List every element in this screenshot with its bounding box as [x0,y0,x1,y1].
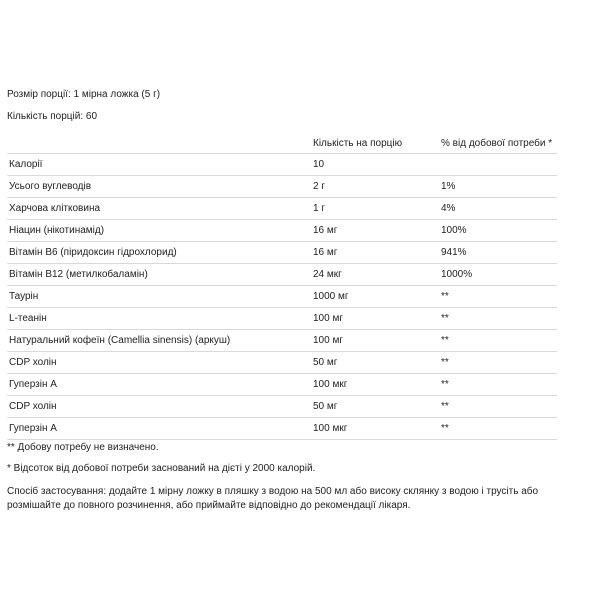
usage-directions: Спосіб застосування: додайте 1 мірну ложку в пляшку з водою на 500 мл або високу склянку з водою і трусіть або розмішайте до повного розчинення, або приймайте відповідно до рекомендації лікаря. [7,486,539,511]
table-row [7,286,557,308]
daily-value: 941% [439,242,557,264]
header-ingredient [7,133,311,154]
amount-per-serving: 100 мкг [311,374,439,396]
ingredient-name: Ніацин (нікотинамід) [7,220,311,242]
daily-value: ** [439,352,557,374]
ingredient-name: Харчова клітковина [7,198,311,220]
amount-per-serving: 24 мкг [311,264,439,286]
daily-value: ** [439,418,557,440]
amount-per-serving: 50 мг [311,352,439,374]
note-dv-not-established: ** Добову потребу не визначено. [7,442,159,453]
daily-value: ** [439,286,557,308]
daily-value: ** [439,308,557,330]
table-row [7,418,557,440]
table-row [7,374,557,396]
daily-value: ** [439,374,557,396]
table-row [7,308,557,330]
amount-per-serving: 1000 мг [311,286,439,308]
ingredient-name: Усього вуглеводів [7,176,311,198]
table-row [7,330,557,352]
amount-per-serving: 1 г [311,198,439,220]
amount-per-serving: 2 г [311,176,439,198]
note-percent-based-on: * Відсоток від добової потреби заснований на дієті у 2000 калорій. [7,463,316,474]
ingredient-name: Таурін [7,286,311,308]
amount-per-serving: 16 мг [311,220,439,242]
amount-per-serving: 10 [311,154,439,176]
ingredient-name: L-теанін [7,308,311,330]
header-amount-per-serving: Кількість на порцію [311,133,439,154]
table-body [7,154,557,440]
table-header-row [7,133,557,154]
servings-per-container: Кількість порцій: 60 [7,111,98,122]
table-row [7,396,557,418]
ingredient-name: Вітамін B12 (метилкобаламін) [7,264,311,286]
amount-per-serving: 100 мг [311,330,439,352]
table-row [7,242,557,264]
daily-value: 1% [439,176,557,198]
ingredient-name: Гуперзін A [7,374,311,396]
table-row [7,352,557,374]
table-row [7,154,557,176]
supplement-facts-table [7,133,557,440]
table-row [7,220,557,242]
amount-per-serving: 100 мг [311,308,439,330]
serving-size: Розмір порції: 1 мірна ложка (5 г) [7,89,161,100]
ingredient-name: CDP холін [7,396,311,418]
header-daily-value: % від добової потреби * [439,133,557,154]
table-row [7,264,557,286]
amount-per-serving: 100 мкг [311,418,439,440]
daily-value: 4% [439,198,557,220]
ingredient-name: Калорії [7,154,311,176]
daily-value: 1000% [439,264,557,286]
amount-per-serving: 16 мг [311,242,439,264]
ingredient-name: Гуперзін A [7,418,311,440]
daily-value: ** [439,396,557,418]
ingredient-name: Натуральний кофеїн (Camellia sinensis) (аркуш) [7,330,311,352]
daily-value [439,154,557,176]
amount-per-serving: 50 мг [311,396,439,418]
daily-value: 100% [439,220,557,242]
daily-value: ** [439,330,557,352]
ingredient-name: CDP холін [7,352,311,374]
ingredient-name: Вітамін B6 (піридоксин гідрохлорид) [7,242,311,264]
table-row [7,176,557,198]
table-row [7,198,557,220]
